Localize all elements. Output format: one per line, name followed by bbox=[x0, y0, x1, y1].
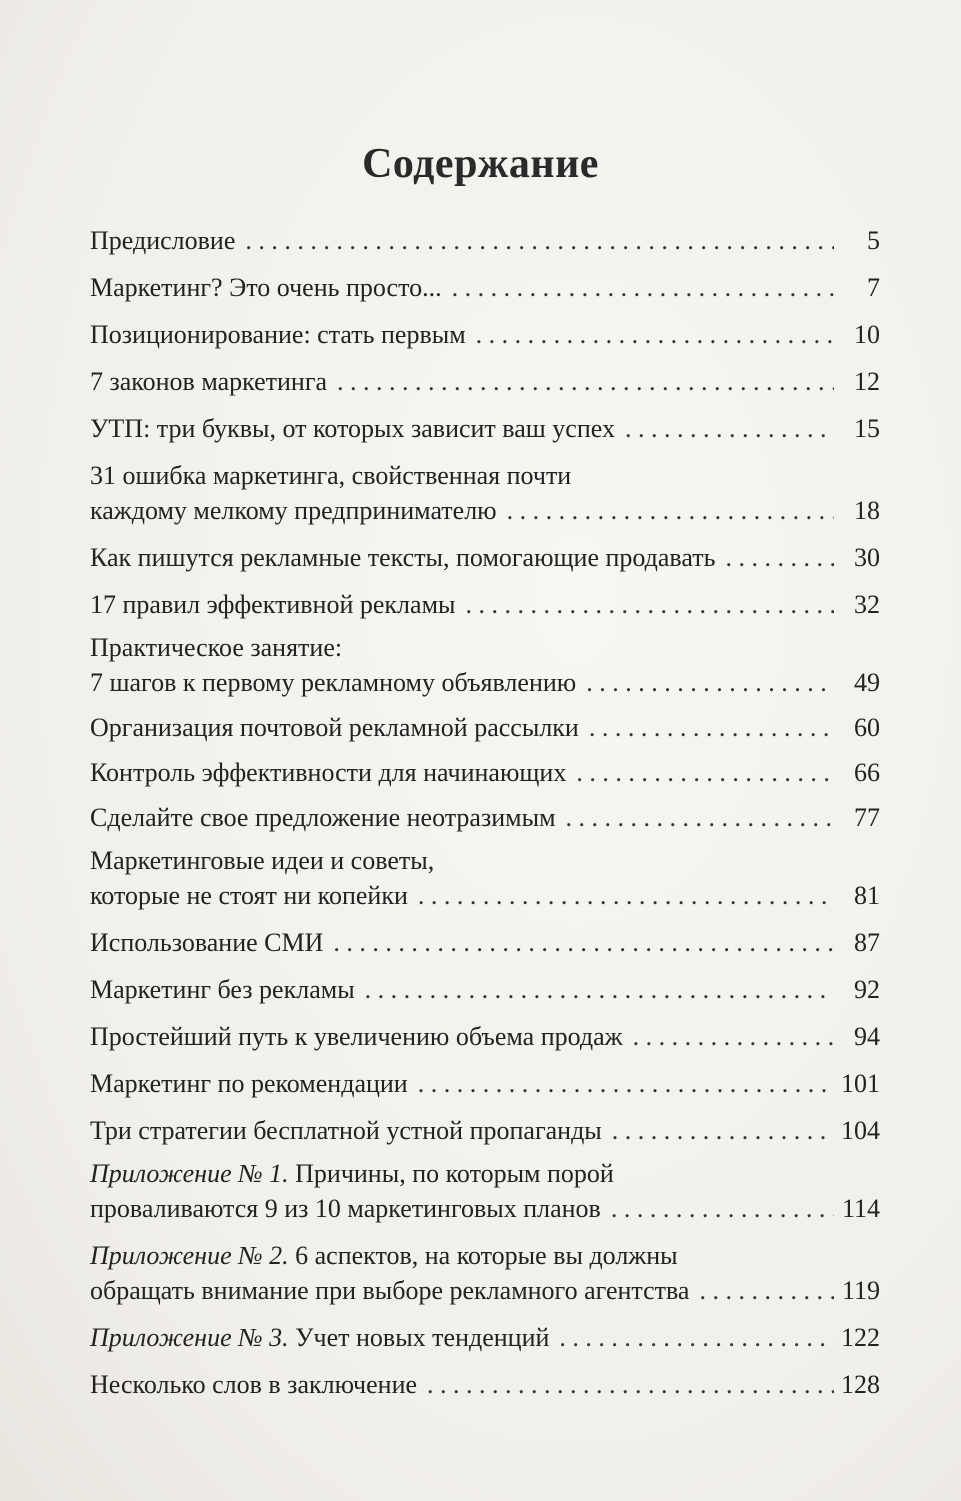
toc-entry-last-line bbox=[90, 1191, 880, 1226]
dot-leader bbox=[699, 1273, 834, 1308]
toc-entry-last-line bbox=[90, 878, 880, 913]
toc-entry-last-line bbox=[90, 800, 880, 835]
toc-entry-text bbox=[90, 925, 323, 960]
toc-entry-text bbox=[90, 1159, 614, 1188]
toc-entry-title: Маркетинг по рекомендации bbox=[90, 1069, 408, 1098]
toc-entry bbox=[90, 1320, 880, 1355]
page-number: 122 bbox=[841, 1323, 880, 1352]
toc-entry-last-line bbox=[90, 364, 880, 399]
toc-entry bbox=[90, 540, 880, 575]
toc-entry-title: Использование СМИ bbox=[90, 928, 324, 957]
toc-entry-text bbox=[90, 1367, 417, 1402]
toc-entry bbox=[90, 1113, 880, 1148]
toc-entry bbox=[90, 1019, 880, 1054]
toc-entry-title: Учет новых тенденций bbox=[295, 1323, 550, 1352]
page-number: 15 bbox=[854, 414, 880, 443]
toc-entry-last-line bbox=[90, 587, 880, 622]
toc-entry-title: Позиционирование: стать первым bbox=[90, 320, 466, 349]
toc-entry bbox=[90, 411, 880, 446]
toc-entry-text bbox=[90, 755, 566, 790]
toc-entry-last-line bbox=[90, 710, 880, 745]
toc-entry-title: Как пишутся рекламные тексты, помогающие продавать bbox=[90, 543, 716, 572]
toc-entry bbox=[90, 317, 880, 352]
dot-leader bbox=[725, 540, 834, 575]
page-number: 10 bbox=[854, 320, 880, 349]
toc-entry-last-line bbox=[90, 317, 880, 352]
toc-entry-last-line bbox=[90, 270, 880, 305]
toc-entry bbox=[90, 1238, 880, 1308]
toc-entry-title: Три стратегии бесплатной устной пропаганды bbox=[90, 1116, 602, 1145]
toc-entry-title: Маркетинг без рекламы bbox=[90, 975, 355, 1004]
dot-leader bbox=[633, 1019, 834, 1054]
toc-entry bbox=[90, 630, 880, 700]
toc-entry-text bbox=[90, 364, 327, 399]
toc-entry-text bbox=[90, 461, 571, 490]
toc-entry-text bbox=[90, 1320, 549, 1355]
dot-leader bbox=[337, 364, 834, 399]
toc-entry-title: УТП: три буквы, от которых зависит ваш успех bbox=[90, 414, 615, 443]
toc-entry-last-line bbox=[90, 411, 880, 446]
toc-entry-last-line bbox=[90, 1367, 880, 1402]
toc-entry-title: обращать внимание при выборе рекламного агентства bbox=[90, 1276, 690, 1305]
dot-leader bbox=[466, 587, 835, 622]
page-title: Содержание bbox=[362, 141, 599, 187]
toc-entry-title: Маркетинг? Это очень просто... bbox=[90, 273, 442, 302]
toc-entry-title: 17 правил эффективной рекламы bbox=[90, 590, 456, 619]
appendix-prefix: Приложение № 1. bbox=[90, 1159, 289, 1188]
toc-entry-last-line bbox=[90, 1066, 880, 1101]
toc-entry-last-line bbox=[90, 665, 880, 700]
dot-leader bbox=[418, 878, 834, 913]
toc-entry bbox=[90, 587, 880, 622]
toc-entry-last-line bbox=[90, 223, 880, 258]
page-number: 119 bbox=[841, 1276, 880, 1305]
toc-entry bbox=[90, 458, 880, 528]
page-number: 5 bbox=[867, 226, 880, 255]
toc-entry-text bbox=[90, 587, 456, 622]
toc-entry-last-line bbox=[90, 925, 880, 960]
toc-entry bbox=[90, 755, 880, 790]
dot-leader bbox=[576, 755, 834, 790]
toc-entry-title: Практическое занятие: bbox=[90, 633, 343, 662]
page-number: 18 bbox=[854, 496, 880, 525]
page-number: 49 bbox=[854, 668, 880, 697]
dot-leader bbox=[586, 665, 834, 700]
toc-entry-title: 31 ошибка маркетинга, свойственная почти bbox=[90, 461, 572, 490]
toc-entry bbox=[90, 364, 880, 399]
dot-leader bbox=[365, 972, 834, 1007]
toc-entry-title: 7 законов маркетинга bbox=[90, 367, 328, 396]
toc-entry-text bbox=[90, 665, 576, 700]
toc-entry-text bbox=[90, 846, 434, 875]
toc-entry-title: Организация почтовой рекламной рассылки bbox=[90, 713, 579, 742]
dot-leader bbox=[333, 925, 834, 960]
toc-entry bbox=[90, 223, 880, 258]
toc-entry bbox=[90, 1156, 880, 1226]
dot-leader bbox=[245, 223, 834, 258]
page-number: 60 bbox=[854, 713, 880, 742]
dot-leader bbox=[589, 710, 834, 745]
toc-entry-text bbox=[90, 1019, 623, 1054]
toc-entry-text bbox=[90, 317, 466, 352]
table-of-contents bbox=[90, 223, 880, 1402]
appendix-prefix: Приложение № 2. bbox=[90, 1241, 289, 1270]
page-number: 77 bbox=[854, 803, 880, 832]
toc-entry-title: Предисловие bbox=[90, 226, 236, 255]
toc-entry-text bbox=[90, 800, 556, 835]
toc-entry bbox=[90, 925, 880, 960]
dot-leader bbox=[418, 1066, 834, 1101]
toc-entry-text bbox=[90, 270, 442, 305]
page-number: 114 bbox=[841, 1194, 880, 1223]
dot-leader bbox=[611, 1191, 834, 1226]
page-number: 30 bbox=[854, 543, 880, 572]
toc-entry-last-line bbox=[90, 755, 880, 790]
toc-entry-text bbox=[90, 411, 615, 446]
toc-entry bbox=[90, 843, 880, 913]
toc-entry-title: Контроль эффективности для начинающих bbox=[90, 758, 567, 787]
toc-entry-last-line bbox=[90, 1019, 880, 1054]
toc-entry-title: Несколько слов в заключение bbox=[90, 1370, 418, 1399]
toc-entry-text bbox=[90, 972, 355, 1007]
page-number: 12 bbox=[854, 367, 880, 396]
toc-entry-title: Простейший путь к увеличению объема продаж bbox=[90, 1022, 623, 1051]
toc-entry-text bbox=[90, 540, 715, 575]
toc-entry-line bbox=[90, 1156, 880, 1191]
toc-entry bbox=[90, 1367, 880, 1402]
dot-leader bbox=[612, 1113, 834, 1148]
page-number: 87 bbox=[854, 928, 880, 957]
toc-entry-text bbox=[90, 710, 579, 745]
page-number: 66 bbox=[854, 758, 880, 787]
toc-entry-line bbox=[90, 630, 880, 665]
toc-entry-line bbox=[90, 458, 880, 493]
dot-leader bbox=[507, 493, 834, 528]
toc-entry-text bbox=[90, 1066, 408, 1101]
toc-entry-text bbox=[90, 1273, 689, 1308]
toc-entry-text bbox=[90, 1113, 602, 1148]
toc-entry-title: проваливаются 9 из 10 маркетинговых планов bbox=[90, 1194, 601, 1223]
toc-entry-last-line bbox=[90, 1273, 880, 1308]
page-number: 128 bbox=[841, 1370, 880, 1399]
toc-entry bbox=[90, 270, 880, 305]
page-number: 101 bbox=[841, 1069, 880, 1098]
toc-entry-text bbox=[90, 1241, 678, 1270]
toc-entry-title: каждому мелкому предпринимателю bbox=[90, 496, 497, 525]
toc-entry-line bbox=[90, 843, 880, 878]
toc-entry-last-line bbox=[90, 1113, 880, 1148]
toc-entry bbox=[90, 1066, 880, 1101]
toc-entry-title: 7 шагов к первому рекламному объявлению bbox=[90, 668, 577, 697]
toc-entry bbox=[90, 800, 880, 835]
toc-entry-title: которые не стоят ни копейки bbox=[90, 881, 408, 910]
toc-entry-line bbox=[90, 1238, 880, 1273]
dot-leader bbox=[625, 411, 834, 446]
page-number: 81 bbox=[854, 881, 880, 910]
dot-leader bbox=[427, 1367, 834, 1402]
toc-entry-last-line bbox=[90, 1320, 880, 1355]
page-number: 7 bbox=[867, 273, 880, 302]
page-number: 92 bbox=[854, 975, 880, 1004]
toc-entry-text bbox=[90, 223, 235, 258]
toc-entry bbox=[90, 710, 880, 745]
dot-leader bbox=[476, 317, 834, 352]
page-number: 32 bbox=[854, 590, 880, 619]
toc-entry-last-line bbox=[90, 540, 880, 575]
toc-entry-title: Причины, по которым порой bbox=[295, 1159, 614, 1188]
page-number: 94 bbox=[854, 1022, 880, 1051]
appendix-prefix: Приложение № 3. bbox=[90, 1323, 289, 1352]
toc-entry-title: 6 аспектов, на которые вы должны bbox=[295, 1241, 678, 1270]
toc-entry bbox=[90, 972, 880, 1007]
toc-entry-title: Сделайте свое предложение неотразимым bbox=[90, 803, 556, 832]
dot-leader bbox=[566, 800, 834, 835]
toc-entry-text bbox=[90, 878, 408, 913]
toc-entry-text bbox=[90, 633, 342, 662]
toc-entry-title: Маркетинговые идеи и советы, bbox=[90, 846, 435, 875]
toc-entry-last-line bbox=[90, 972, 880, 1007]
toc-entry-text bbox=[90, 493, 497, 528]
page-number: 104 bbox=[841, 1116, 880, 1145]
dot-leader bbox=[559, 1320, 834, 1355]
toc-entry-last-line bbox=[90, 493, 880, 528]
toc-entry-text bbox=[90, 1191, 601, 1226]
dot-leader bbox=[452, 270, 834, 305]
